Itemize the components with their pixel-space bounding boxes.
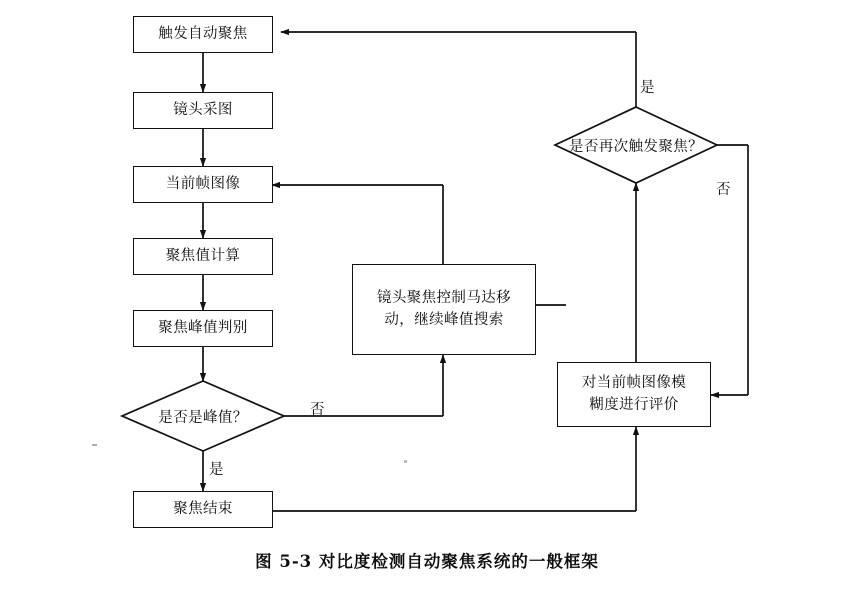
node-motor-move-label-line1: 镜头聚焦控制马达移 bbox=[376, 289, 512, 306]
scan-speck bbox=[92, 444, 97, 446]
edge-label-no-retrigger: 否 bbox=[716, 182, 731, 198]
node-retrigger-label: 是否再次触发聚焦？ bbox=[568, 138, 704, 155]
node-is-peak-decision bbox=[122, 381, 284, 451]
node-peak-judge bbox=[133, 310, 273, 347]
node-focus-end-label: 聚焦结束 bbox=[173, 500, 233, 517]
node-peak-judge-label: 聚焦峰值判别 bbox=[158, 319, 248, 336]
node-focus-end bbox=[133, 491, 273, 528]
node-trigger-af-label: 触发自动聚焦 bbox=[158, 25, 248, 42]
scan-speck bbox=[404, 460, 407, 463]
node-motor-move bbox=[352, 264, 536, 355]
node-focus-value-label: 聚焦值计算 bbox=[165, 247, 241, 264]
node-trigger-af bbox=[133, 16, 273, 53]
edge-label-yes-retrigger: 是 bbox=[640, 80, 655, 96]
node-current-frame-label: 当前帧图像 bbox=[165, 175, 241, 192]
node-current-frame bbox=[133, 166, 273, 203]
node-blur-eval bbox=[557, 362, 711, 427]
node-motor-move-label-line2: 动，继续峰值搜索 bbox=[384, 311, 504, 328]
edge-label-no-peak: 否 bbox=[310, 402, 325, 418]
node-lens-capture-label: 镜头采图 bbox=[173, 101, 233, 118]
node-focus-value bbox=[133, 238, 273, 275]
figure-caption: 图 5-3 对比度检测自动聚焦系统的一般框架 bbox=[255, 552, 599, 571]
node-blur-eval-label-line1: 对当前帧图像模 bbox=[581, 374, 687, 391]
node-blur-eval-label-line2: 糊度进行评价 bbox=[589, 396, 679, 413]
edge-label-yes-peak: 是 bbox=[209, 462, 224, 478]
node-retrigger-decision bbox=[555, 107, 717, 183]
node-is-peak-label: 是否是峰值？ bbox=[158, 409, 248, 426]
node-lens-capture bbox=[133, 92, 273, 129]
